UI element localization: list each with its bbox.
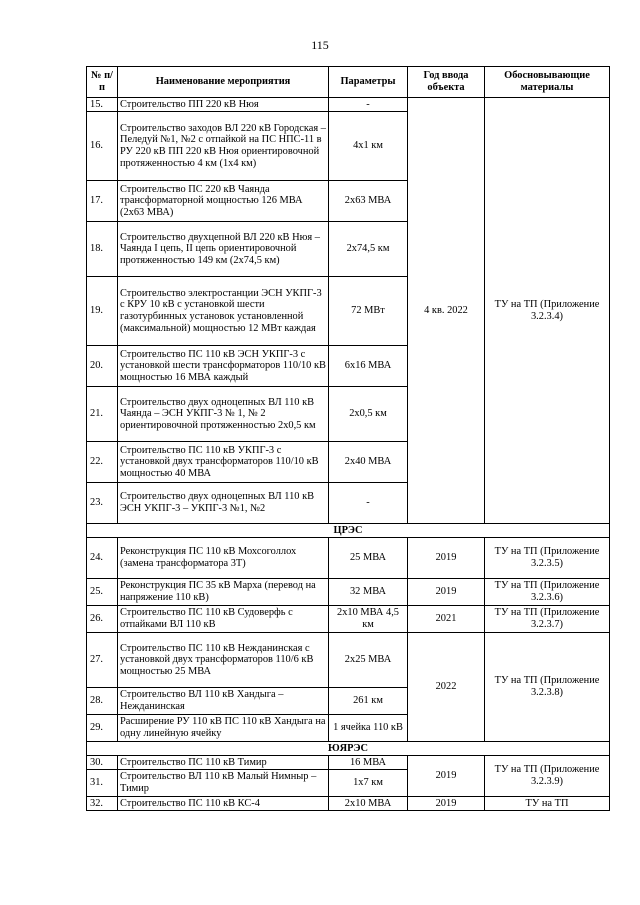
- row-name: Реконструкция ПС 110 кВ Мохсоголлох (замена трансформатора 3Т): [118, 538, 329, 579]
- row-num: 18.: [87, 222, 118, 277]
- row-num: 29.: [87, 715, 118, 742]
- row-name: Строительство заходов ВЛ 220 кВ Городская – Пеледуй №1, №2 с отпайкой на ПС НПС-11 в РУ 220 кВ ПП 220 кВ Нюя ориентировочной протяженностью 4 км (1х4 км): [118, 112, 329, 181]
- row-basis: ТУ на ТП (Приложение 3.2.3.9): [485, 756, 610, 797]
- row-year: 4 кв. 2022: [408, 98, 485, 524]
- row-year: 2021: [408, 606, 485, 633]
- row-num: 26.: [87, 606, 118, 633]
- section-row: [87, 524, 610, 538]
- row-num: 17.: [87, 181, 118, 222]
- row-num: 21.: [87, 387, 118, 442]
- row-params: 2х10 МВА: [329, 797, 408, 811]
- header-num: № п/п: [87, 67, 118, 98]
- row-params: 25 МВА: [329, 538, 408, 579]
- table-row: [87, 98, 610, 112]
- row-num: 25.: [87, 579, 118, 606]
- row-params: 2х10 МВА 4,5 км: [329, 606, 408, 633]
- row-name: Строительство ПП 220 кВ Нюя: [118, 98, 329, 112]
- row-basis: ТУ на ТП (Приложение 3.2.3.8): [485, 633, 610, 742]
- table-header-row: [87, 67, 610, 98]
- row-num: 32.: [87, 797, 118, 811]
- row-num: 19.: [87, 277, 118, 346]
- row-year: 2019: [408, 756, 485, 797]
- row-year: 2019: [408, 579, 485, 606]
- table-row: [87, 756, 610, 770]
- row-params: 72 МВт: [329, 277, 408, 346]
- measures-table: [86, 66, 610, 811]
- row-name: Строительство ВЛ 110 кВ Хандыга – Нежданинская: [118, 688, 329, 715]
- row-name: Строительство ПС 220 кВ Чаянда трансформаторной мощностью 126 МВА (2х63 МВА): [118, 181, 329, 222]
- row-num: 16.: [87, 112, 118, 181]
- header-params: Параметры: [329, 67, 408, 98]
- table-row: [87, 606, 610, 633]
- row-params: 2х63 МВА: [329, 181, 408, 222]
- row-params: 2х0,5 км: [329, 387, 408, 442]
- row-num: 30.: [87, 756, 118, 770]
- row-params: 32 МВА: [329, 579, 408, 606]
- row-name: Строительство двух одноцепных ВЛ 110 кВ ЭСН УКПГ-3 – УКПГ-3 №1, №2: [118, 483, 329, 524]
- row-params: 16 МВА: [329, 756, 408, 770]
- row-name: Строительство ПС 110 кВ УКПГ-3 с установкой двух трансформаторов 110/10 кВ мощностью 40 МВА: [118, 442, 329, 483]
- row-params: -: [329, 483, 408, 524]
- table-row: [87, 579, 610, 606]
- row-params: 1 ячейка 110 кВ: [329, 715, 408, 742]
- row-year: 2019: [408, 538, 485, 579]
- row-params: 261 км: [329, 688, 408, 715]
- row-params: -: [329, 98, 408, 112]
- row-num: 24.: [87, 538, 118, 579]
- section-row: [87, 742, 610, 756]
- row-num: 20.: [87, 346, 118, 387]
- row-num: 22.: [87, 442, 118, 483]
- table-row: [87, 633, 610, 688]
- row-num: 15.: [87, 98, 118, 112]
- row-num: 23.: [87, 483, 118, 524]
- row-params: 2х74,5 км: [329, 222, 408, 277]
- header-name: Наименование мероприятия: [118, 67, 329, 98]
- section-title: ЦРЭС: [87, 524, 610, 538]
- row-name: Реконструкция ПС 35 кВ Марха (перевод на напряжение 110 кВ): [118, 579, 329, 606]
- row-name: Строительство ПС 110 кВ Нежданинская с установкой двух трансформаторов 110/6 кВ мощностью 25 МВА: [118, 633, 329, 688]
- header-basis: Обосновывающие материалы: [485, 67, 610, 98]
- row-name: Строительство ПС 110 кВ Судоверфь с отпайками ВЛ 110 кВ: [118, 606, 329, 633]
- row-num: 27.: [87, 633, 118, 688]
- row-basis: ТУ на ТП: [485, 797, 610, 811]
- section-title: ЮЯРЭС: [87, 742, 610, 756]
- page-number: 115: [311, 38, 329, 52]
- row-name: Строительство ПС 110 кВ КС-4: [118, 797, 329, 811]
- row-name: Строительство электростанции ЭСН УКПГ-3 с КРУ 10 кВ с установкой шести газотурбинных установок установленной (максимальной) мощностью 12 МВт каждая: [118, 277, 329, 346]
- row-params: 2х25 МВА: [329, 633, 408, 688]
- row-basis: ТУ на ТП (Приложение 3.2.3.6): [485, 579, 610, 606]
- row-params: 1х7 км: [329, 770, 408, 797]
- table-row: [87, 538, 610, 579]
- row-basis: ТУ на ТП (Приложение 3.2.3.7): [485, 606, 610, 633]
- row-year: 2022: [408, 633, 485, 742]
- row-params: 4х1 км: [329, 112, 408, 181]
- row-params: 2х40 МВА: [329, 442, 408, 483]
- row-num: 28.: [87, 688, 118, 715]
- row-num: 31.: [87, 770, 118, 797]
- row-name: Строительство ВЛ 110 кВ Малый Нимныр – Тимир: [118, 770, 329, 797]
- row-name: Строительство двух одноцепных ВЛ 110 кВ Чаянда – ЭСН УКПГ-3 № 1, № 2 ориентировочной протяженностью 2х0,5 км: [118, 387, 329, 442]
- row-basis: ТУ на ТП (Приложение 3.2.3.4): [485, 98, 610, 524]
- table-row: [87, 797, 610, 811]
- row-params: 6х16 МВА: [329, 346, 408, 387]
- row-name: Расширение РУ 110 кВ ПС 110 кВ Хандыга на одну линейную ячейку: [118, 715, 329, 742]
- row-name: Строительство ПС 110 кВ ЭСН УКПГ-3 с установкой шести трансформаторов 110/10 кВ мощностью 16 МВА каждый: [118, 346, 329, 387]
- row-basis: ТУ на ТП (Приложение 3.2.3.5): [485, 538, 610, 579]
- row-name: Строительство двухцепной ВЛ 220 кВ Нюя – Чаянда I цепь, II цепь ориентировочной протяженностью 149 км (2х74,5 км): [118, 222, 329, 277]
- row-name: Строительство ПС 110 кВ Тимир: [118, 756, 329, 770]
- header-year: Год ввода объекта: [408, 67, 485, 98]
- row-year: 2019: [408, 797, 485, 811]
